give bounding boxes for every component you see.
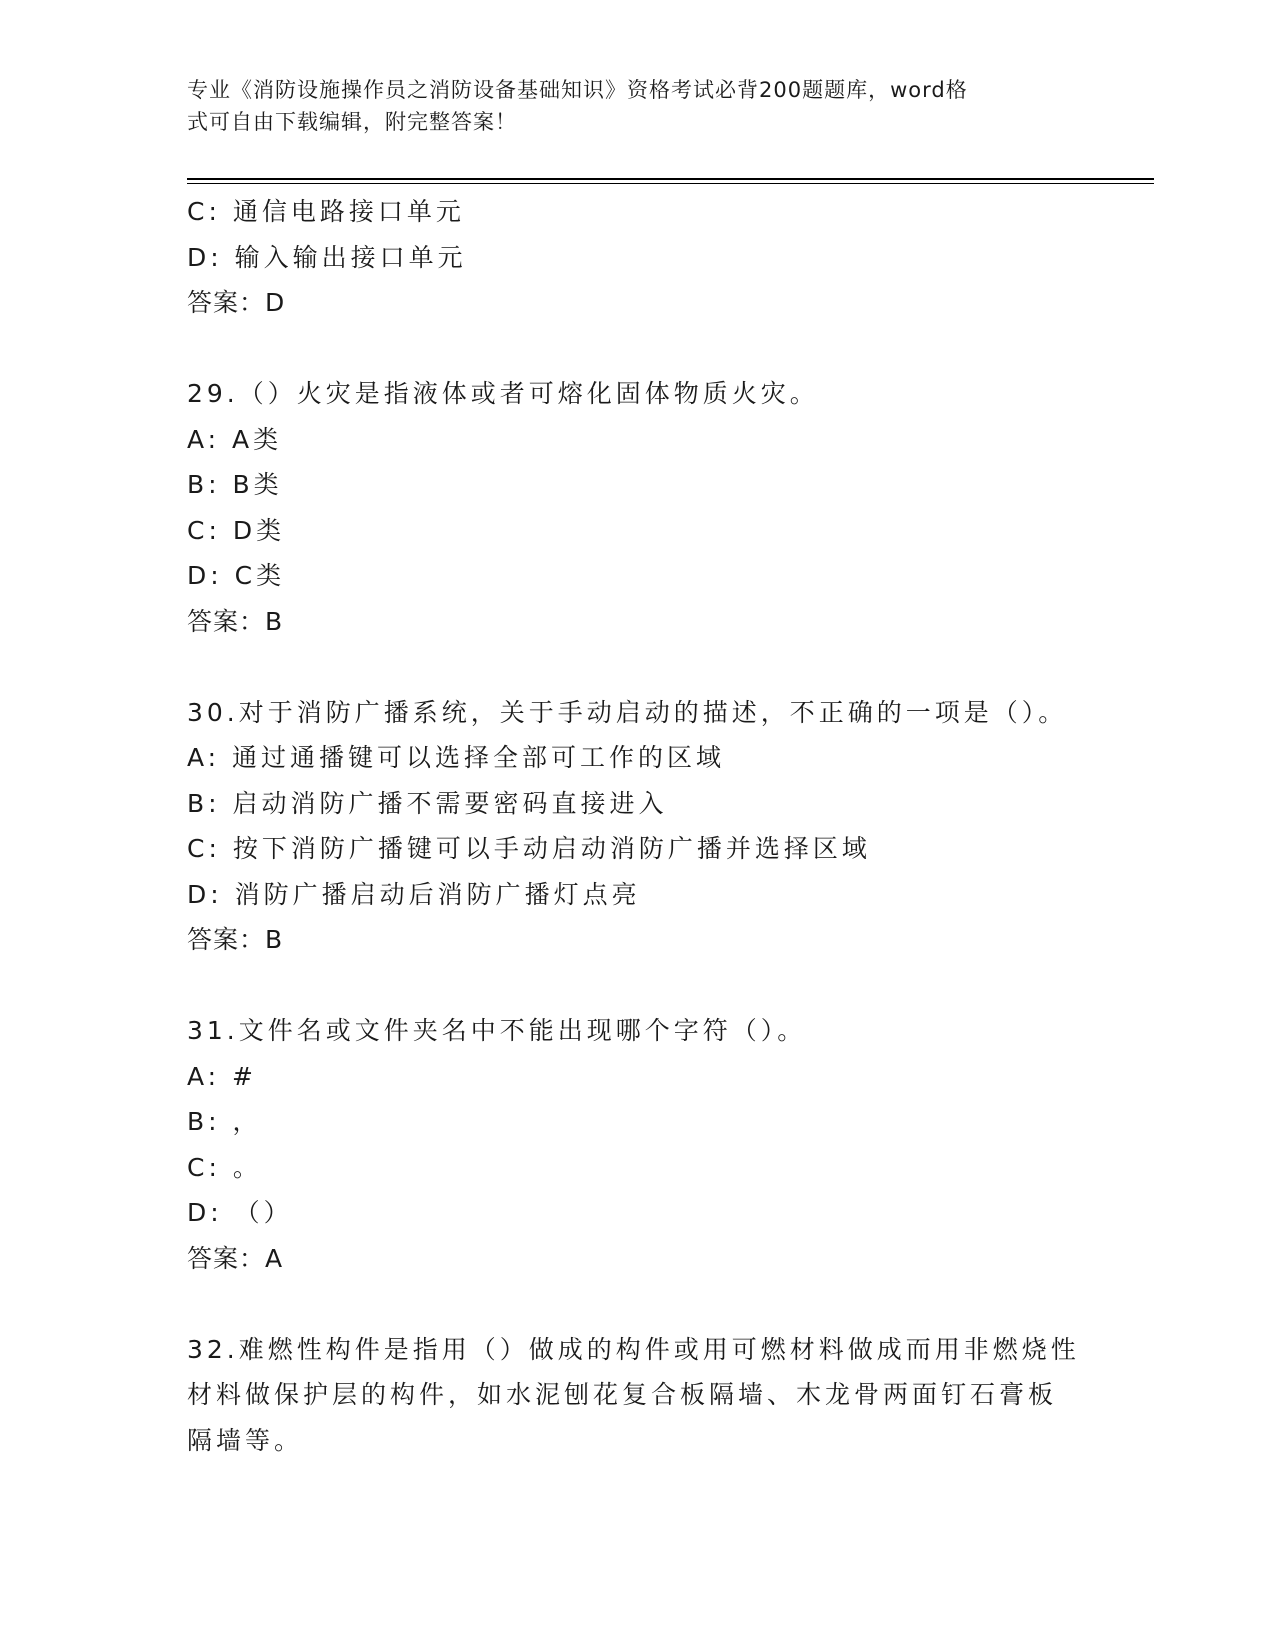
spacer (187, 963, 1087, 1009)
question-text: 30.对于消防广播系统，关于手动启动的描述，不正确的一项是（）。 (187, 697, 1068, 727)
option-c: C: 通信电路接口单元 (187, 197, 465, 226)
option-a: A: # (187, 1061, 257, 1091)
question-text: 31.文件名或文件夹名中不能出现哪个字符（）。 (187, 1016, 807, 1045)
option-c: C: D类 (187, 515, 286, 545)
header-rule-thin (187, 183, 1154, 184)
option-a: A: 通过通播键可以选择全部可工作的区域 (187, 743, 726, 772)
question-30 (187, 690, 1087, 963)
question-text-line-2: 材料做保护层的构件，如水泥刨花复合板隔墙、木龙骨两面钉石膏板 (187, 1380, 1058, 1409)
question-28-tail (187, 189, 1087, 326)
option-d: D: 消防广播启动后消防广播灯点亮 (187, 879, 641, 909)
option-b: B: 启动消防广播不需要密码直接进入 (187, 788, 668, 818)
question-31 (187, 1008, 1087, 1281)
answer-text: 答案：B (187, 606, 284, 636)
option-d: D: 输入输出接口单元 (187, 242, 467, 272)
question-text-line-1: 32.难燃性构件是指用（）做成的构件或用可燃材料做成而用非燃烧性 (187, 1334, 1080, 1364)
question-text-line-3: 隔墙等。 (187, 1425, 304, 1455)
option-c: C: 。 (187, 1152, 262, 1182)
option-b: B: B类 (187, 470, 283, 499)
header-rule-thick (187, 178, 1154, 180)
spacer (187, 1281, 1087, 1327)
question-list (187, 189, 1087, 1463)
page-header (187, 74, 1087, 138)
option-d: D: C类 (187, 561, 286, 590)
answer-text: 答案：B (187, 925, 284, 954)
answer-text: 答案：D (187, 288, 286, 317)
option-b: B: ， (187, 1107, 262, 1136)
option-a: A: A类 (187, 424, 283, 454)
header-title-line-1: 专业《消防设施操作员之消防设备基础知识》资格考试必背200题题库，word格 (187, 78, 968, 102)
question-text: 29.（）火灾是指液体或者可熔化固体物质火灾。 (187, 379, 819, 408)
option-d: D: （） (187, 1198, 293, 1227)
header-title-line-2: 式可自由下载编辑，附完整答案！ (187, 110, 517, 134)
question-32 (187, 1327, 1087, 1464)
spacer (187, 644, 1087, 690)
answer-text: 答案：A (187, 1243, 284, 1273)
spacer (187, 326, 1087, 372)
option-c: C: 按下消防广播键可以手动启动消防广播并选择区域 (187, 834, 871, 863)
question-29 (187, 371, 1087, 644)
